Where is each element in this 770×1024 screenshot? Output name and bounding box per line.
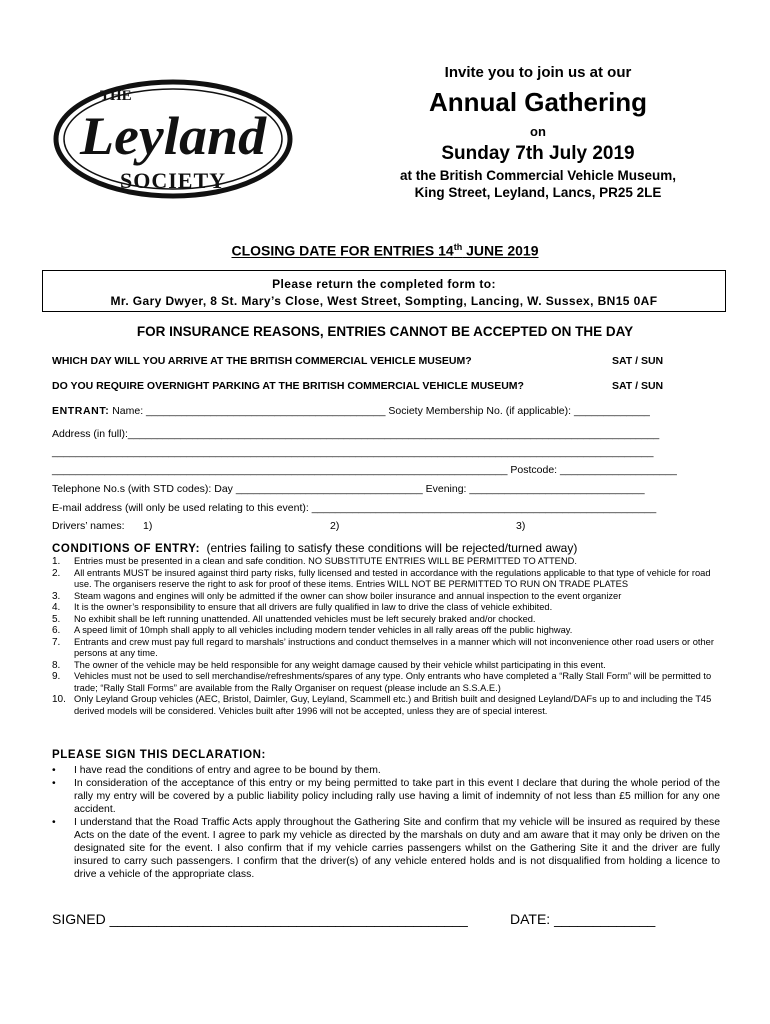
closing-suffix: JUNE 2019 [462,242,539,259]
condition-item [52,694,722,717]
condition-number: 2. [52,567,61,579]
arrival-day-question: WHICH DAY WILL YOU ARRIVE AT THE BRITISH COMMERCIAL VEHICLE MUSEUM? [52,355,472,367]
declaration-heading: PLEASE SIGN THIS DECLARATION: [52,749,266,761]
venue [370,167,706,201]
address-line2[interactable]: _______________________________________________________________________________________________________ [52,446,654,458]
condition-number: 4. [52,602,61,613]
return-address: Mr. Gary Dwyer, 8 St. Mary’s Close, West Street, Sompting, Lancing, W. Sussex, BN15 0AF [110,294,658,308]
condition-item [52,660,722,672]
condition-item [52,637,722,660]
email-field[interactable]: E-mail address (will only be used relating to this event): ___________________________________________________________ [52,502,657,514]
condition-text: Steam wagons and engines will only be admitted if the owner can show boiler insurance and annual inspection to the event organizer [74,590,622,601]
condition-item [52,614,722,626]
condition-text: It is the owner’s responsibility to ensure that all drivers are fully qualified in law to drive the class of vehicle exhibited. [74,602,553,612]
conditions-heading [52,541,577,555]
condition-number: 5. [52,613,61,625]
insurance-notice: FOR INSURANCE REASONS, ENTRIES CANNOT BE ACCEPTED ON THE DAY [136,324,634,339]
condition-text: Entrants and crew must pay full regard to marshals’ instructions and conduct themselves in a manner which will not inconvenience other road users or other persons at any time. [74,636,714,658]
logo-name: Leyland [78,106,268,166]
conditions-list [52,556,722,717]
drivers-label: Drivers’ names: [52,520,125,532]
driver-2[interactable]: 2) [330,520,340,532]
condition-item [52,568,722,591]
event-title: Annual Gathering [428,87,648,117]
declaration-item [52,777,720,816]
driver-1[interactable]: 1) [143,520,153,532]
arrival-day-answer[interactable]: SAT / SUN [612,355,664,367]
conditions-subtitle: (entries failing to satisfy these conditions will be rejected/turned away) [206,541,578,555]
bullet: • [52,765,56,776]
overnight-parking-question: DO YOU REQUIRE OVERNIGHT PARKING AT THE BRITISH COMMERCIAL VEHICLE MUSEUM? [52,380,524,392]
condition-item [52,556,722,568]
overnight-parking-answer[interactable]: SAT / SUN [612,380,664,392]
declaration-item [52,764,720,777]
condition-text: All entrants MUST be insured against third party risks, fully licensed and tested in accordance with the regulations applicable to that type of vehicle for road use. The organisers reserve the right to ask for proof of these items. Entries WILL NOT BE PERMITTED TO RUN ON TRADE PLATES [74,567,711,589]
condition-text: Vehicles must not be used to sell merchandise/refreshments/spares of any type. Only entrants who have completed a “Rally Stall Form” will be permitted to trade; “Rally Stall Forms” are available from the Rally Organiser on request (please include an S.S.A.E.) [74,671,712,693]
condition-number: 6. [52,625,61,636]
declaration-text: I understand that the Road Traffic Acts apply throughout the Gathering Site and confirm that my vehicle will be insured as required by these Acts on the date of the event. I agree to park my vehicle as directed by the marshals on duty and am aware that it may only be driven on the designated site for the event. I also confirm that if my vehicle carries passengers whilst on the Gathering Site it and the driver are fully insured to carry such passengers. I confirm that the driver(s) of any vehicle entered holds and is not disqualified from holding a licence to drive a vehicle of the appropriate class. [74,817,720,880]
declaration-text: In consideration of the acceptance of this entry or my being permitted to take part in this event I declare that during the whole period of the rally my entry will be covered by a public liability policy including rally use having a limit of indemnity of not less than £5 million for any one accident. [74,778,720,815]
condition-item [52,602,722,614]
entrant-name-row[interactable] [52,405,650,417]
return-heading: Please return the completed form to: [272,277,496,291]
signature-field[interactable]: SIGNED ______________________________________________ [52,911,468,927]
invite-text: Invite you to join us at our [444,64,632,81]
venue-line2: King Street, Leyland, Lancs, PR25 2LE [414,185,662,200]
condition-number: 8. [52,659,61,671]
event-date: Sunday 7th July 2019 [441,143,635,164]
condition-text: A speed limit of 10mph shall apply to all vehicles including modern tender vehicles in all rally areas off the public highway. [74,625,573,635]
driver-3[interactable]: 3) [516,520,526,532]
condition-text: The owner of the vehicle may be held responsible for any weight damage caused by their vehicle whilst participating in this event. [74,659,606,670]
condition-number: 10. [52,694,66,705]
entrant-label: ENTRANT: [52,405,110,417]
condition-item [52,591,722,603]
address-field[interactable]: Address (in full):___________________________________________________________________________________________ [52,428,660,440]
condition-number: 3. [52,590,61,602]
condition-number: 9. [52,671,61,682]
on-text: on [530,124,546,139]
closing-sup: th [453,242,463,252]
condition-item [52,625,722,637]
condition-number: 7. [52,636,61,648]
return-address-box [42,270,726,312]
postcode-field[interactable]: ______________________________________________________________________________ Postcode: ____________________ [52,464,677,476]
condition-text: Only Leyland Group vehicles (AEC, Bristol, Daimler, Guy, Leyland, Scammell etc.) and British built and designed Leyland/DAFs up to and including the T45 derived models will be considered. Vehicles built after 1996 will not be accepted, unless they are of special interest. [74,694,712,716]
declaration-list [52,764,720,881]
closing-date [0,242,770,259]
date-field[interactable]: DATE: _____________ [510,911,656,927]
bullet: • [52,817,56,828]
logo-society: SOCIETY [119,168,227,193]
venue-line1: at the British Commercial Vehicle Museum, [399,168,677,183]
condition-number: 1. [52,556,61,567]
telephone-field[interactable]: Telephone No.s (with STD codes): Day ________________________________ Evening: ______________________________ [52,483,645,495]
logo-the: THE [100,88,132,104]
leyland-society-logo [52,78,294,200]
bullet: • [52,778,56,789]
declaration-text: I have read the conditions of entry and agree to be bound by them. [74,765,381,776]
condition-text: Entries must be presented in a clean and safe condition. NO SUBSTITUTE ENTRIES WILL BE PERMITTED TO ATTEND. [74,556,577,566]
conditions-title: CONDITIONS OF ENTRY: [52,543,201,555]
closing-prefix: CLOSING DATE FOR ENTRIES 14 [231,242,454,259]
name-field[interactable]: Name: _________________________________________ Society Membership No. (if applicable): _____________ [109,405,650,417]
declaration-item [52,816,720,881]
condition-item [52,671,722,694]
condition-text: No exhibit shall be left running unattended. All unattended vehicles must be left securely braked and/or chocked. [74,613,536,624]
